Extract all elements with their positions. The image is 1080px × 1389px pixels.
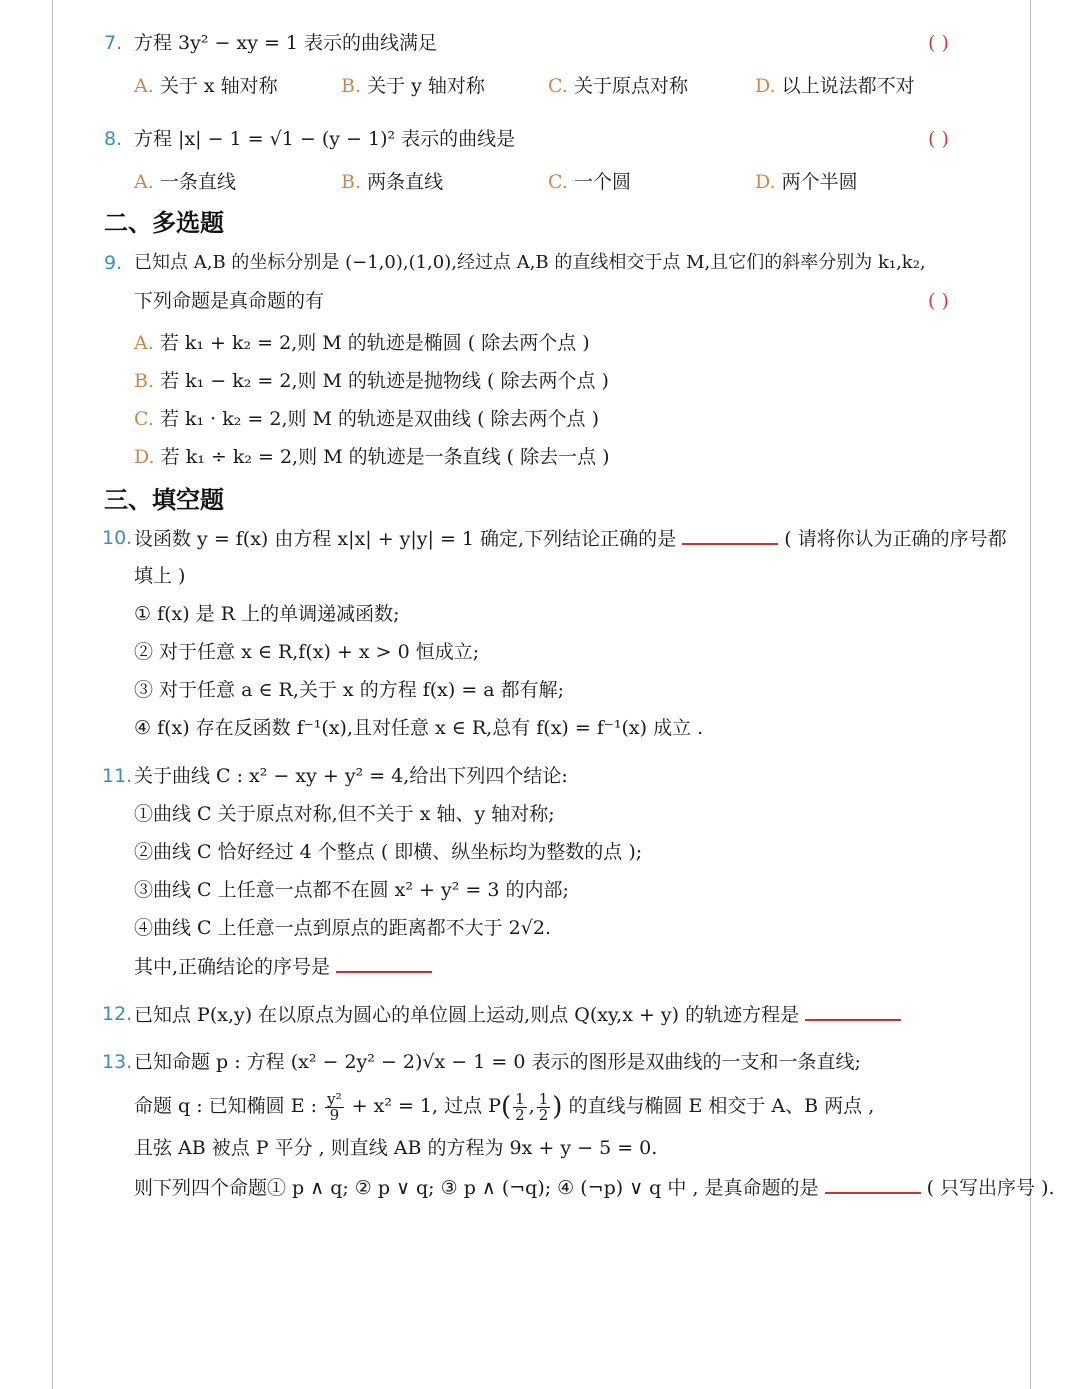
question-13-answer-blank[interactable]: [825, 1174, 921, 1194]
question-11-stem: 关于曲线 C : x² − xy + y² = 4,给出下列四个结论:: [134, 765, 568, 787]
question-11-answer-blank[interactable]: [336, 953, 432, 973]
question-9-number: 9.: [104, 252, 123, 274]
question-13-line4: 则下列四个命题① p ∧ q; ② p ∨ q; ③ p ∧ (¬q); ④ (¬p) ∨ q 中 , 是真命题的是 ( 只写出序号 ).: [134, 1174, 1055, 1201]
section-heading-fill-in-blank: 三、填空题: [104, 486, 224, 514]
question-9-option-d: D. 若 k₁ ÷ k₂ = 2,则 M 的轨迹是一条直线 ( 除去一点 ): [134, 446, 610, 468]
question-8-answer-paren: ( ): [928, 128, 949, 150]
question-8-option-c: C. 一个圆: [548, 171, 631, 193]
question-11-item-3: ③曲线 C 上任意一点都不在圆 x² + y² = 3 的内部;: [134, 879, 569, 901]
fraction-y2-over-9: $\frac{\text{y²}}{9}$: [327, 1089, 342, 1124]
question-10-item-4: ④ f(x) 存在反函数 f⁻¹(x),且对任意 x ∈ R,总有 f(x) = f⁻¹(x) 成立 .: [134, 717, 704, 739]
question-7-stem: 方程 3y² − xy = 1 表示的曲线满足: [134, 32, 438, 54]
question-13-line2: 命题 q : 已知椭圆 E : $\frac{\text{y²}}{9}$ + x² = 1, 过点 P( $\frac{1}{2}$ , $\frac{1}{2}$ ) 的直线与椭圆 E 相交于 A、B 两点 ,: [134, 1089, 875, 1124]
section-heading-multiple-choice: 二、多选题: [104, 209, 224, 237]
question-9-option-b: B. 若 k₁ − k₂ = 2,则 M 的轨迹是抛物线 ( 除去两个点 ): [134, 370, 609, 392]
question-9-option-a: A. 若 k₁ + k₂ = 2,则 M 的轨迹是椭圆 ( 除去两个点 ): [134, 332, 590, 354]
question-7-answer-paren: ( ): [928, 32, 949, 54]
question-10-stem-line2: 填上 ): [134, 565, 186, 587]
question-11-number: 11.: [102, 765, 133, 787]
question-10-number: 10.: [102, 527, 133, 549]
question-10-stem-line1: 设函数 y = f(x) 由方程 x|x| + y|y| = 1 确定,下列结论正确的是 ( 请将你认为正确的序号都: [134, 525, 1007, 552]
question-7-option-b: B. 关于 y 轴对称: [341, 75, 485, 97]
question-7-number: 7.: [104, 32, 123, 54]
question-10-item-3: ③ 对于任意 a ∈ R,关于 x 的方程 f(x) = a 都有解;: [134, 679, 565, 701]
question-13-line3: 且弦 AB 被点 P 平分 , 则直线 AB 的方程为 9x + y − 5 = 0.: [134, 1137, 658, 1159]
question-8-stem: 方程 |x| − 1 = √1 − (y − 1)² 表示的曲线是: [134, 128, 516, 150]
question-13-number: 13.: [102, 1051, 133, 1073]
question-12-number: 12.: [102, 1003, 133, 1025]
question-11-tail: 其中,正确结论的序号是: [134, 953, 432, 980]
question-11-item-2: ②曲线 C 恰好经过 4 个整点 ( 即横、纵坐标均为整数的点 );: [134, 841, 643, 863]
question-10-answer-blank[interactable]: [682, 525, 778, 545]
question-11-item-4: ④曲线 C 上任意一点到原点的距离都不大于 2√2.: [134, 917, 551, 939]
question-8-number: 8.: [104, 128, 123, 150]
question-8-option-b: B. 两条直线: [341, 171, 444, 193]
question-9-option-c: C. 若 k₁ · k₂ = 2,则 M 的轨迹是双曲线 ( 除去两个点 ): [134, 408, 599, 430]
page-left-border: [52, 0, 53, 1389]
question-11-item-1: ①曲线 C 关于原点对称,但不关于 x 轴、y 轴对称;: [134, 803, 555, 825]
question-10-item-1: ① f(x) 是 R 上的单调递减函数;: [134, 603, 400, 625]
question-9-stem-line2: 下列命题是真命题的有: [134, 290, 325, 312]
question-9-stem-line1: 已知点 A,B 的坐标分别是 (−1,0),(1,0),经过点 A,B 的直线相交于点 M,且它们的斜率分别为 k₁,k₂,: [134, 252, 926, 273]
question-12-answer-blank[interactable]: [805, 1001, 901, 1021]
question-7-option-d: D. 以上说法都不对: [755, 75, 915, 97]
question-13-line1: 已知命题 p : 方程 (x² − 2y² − 2)√x − 1 = 0 表示的图形是双曲线的一支和一条直线;: [134, 1051, 861, 1073]
question-7-option-c: C. 关于原点对称: [548, 75, 688, 97]
fraction-half-x: $\frac{1}{2}$: [515, 1089, 525, 1124]
question-7-option-a: A. 关于 x 轴对称: [134, 75, 278, 97]
question-9-answer-paren: ( ): [928, 290, 949, 312]
question-12-stem: 已知点 P(x,y) 在以原点为圆心的单位圆上运动,则点 Q(xy,x + y) 的轨迹方程是: [134, 1001, 901, 1028]
question-8-option-d: D. 两个半圆: [755, 171, 858, 193]
fraction-half-y: $\frac{1}{2}$: [538, 1089, 549, 1124]
question-10-item-2: ② 对于任意 x ∈ R,f(x) + x > 0 恒成立;: [134, 641, 480, 663]
question-8-option-a: A. 一条直线: [134, 171, 236, 193]
